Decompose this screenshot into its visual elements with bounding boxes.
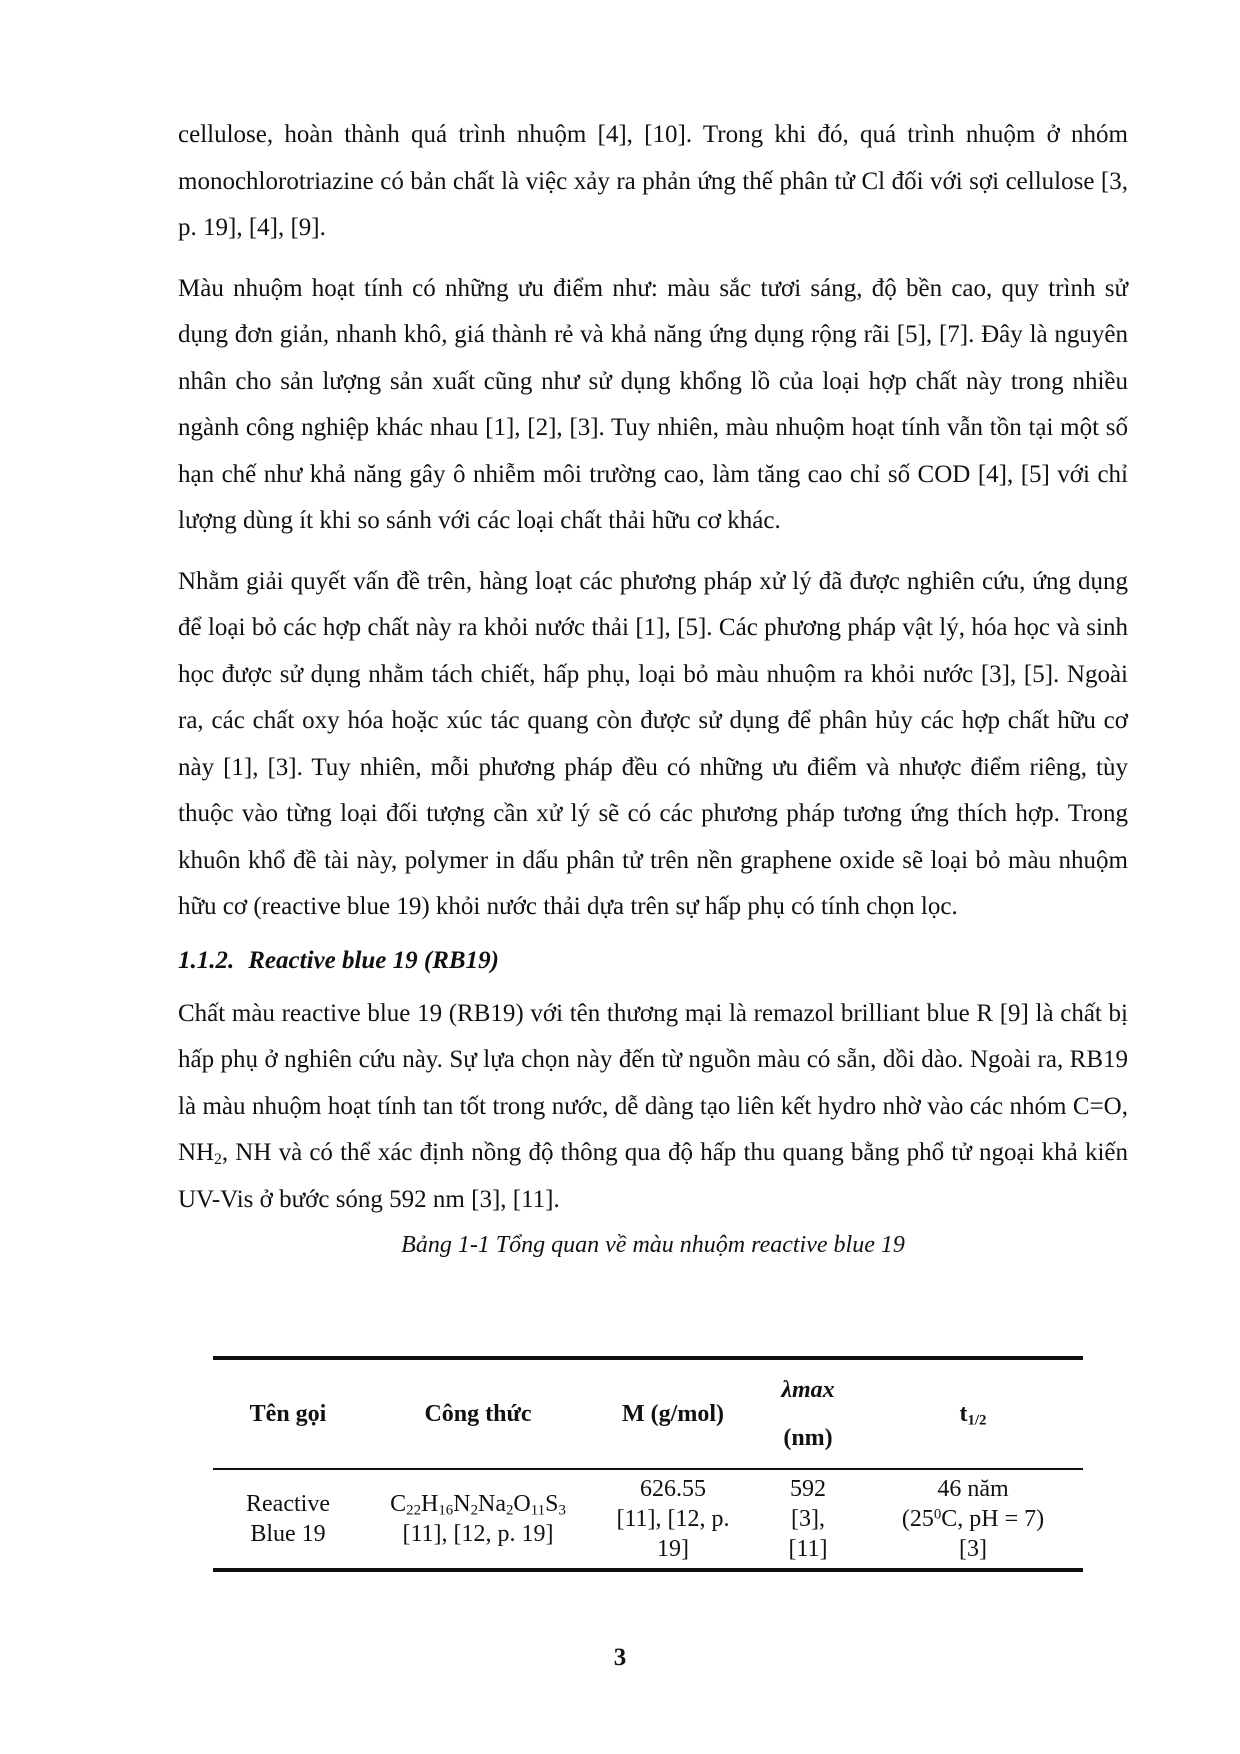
paragraph-4 [178, 991, 1128, 1224]
page-number: 3 [613, 1644, 627, 1671]
table-row [213, 1469, 1083, 1570]
half-life-cond-post: C, pH = 7) [941, 1506, 1045, 1532]
header-lambda [753, 1358, 863, 1469]
cell-name-line1: Reactive [246, 1491, 330, 1517]
page-body [178, 112, 1128, 1263]
rb19-summary-table [213, 1356, 1083, 1572]
cell-mass [593, 1469, 753, 1570]
formula-element: N [453, 1491, 471, 1517]
mass-reference-line1: [11], [12, p. [616, 1506, 730, 1532]
header-lambda-unit: (nm) [783, 1425, 833, 1451]
lambda-reference-2: [11] [788, 1536, 828, 1562]
formula-element: O [513, 1491, 531, 1517]
formula-count: 11 [530, 1502, 546, 1519]
mass-value: 626.55 [640, 1476, 706, 1502]
paragraph-2: Màu nhuộm hoạt tính có những ưu điểm như: màu sắc tươi sáng, độ bền cao, quy trình sử dụng đơn giản, nhanh khô, giá thành rẻ và khả năng ứng dụng rộng rãi [5], [7]. Đây là nguyên nhân cho sản lượng sản xuất cũng như sử dụng khổng lồ của loại hợp chất này trong nhiều ngành công nghiệp khác nhau [1], [2], [3]. Tuy nhiên, màu nhuộm hoạt tính vẫn tồn tại một số hạn chế như khả năng gây ô nhiễm môi trường cao, làm tăng cao chỉ số COD [4], [5] với chỉ lượng dùng ít khi so sánh với các loại chất thải hữu cơ khác. [178, 274, 1128, 534]
cell-formula [363, 1469, 593, 1570]
paragraph-4-text-b: , NH và có thể xác định nồng độ thông qua độ hấp thu quang bằng phổ tử ngoại khả kiến UV-Vis ở bước sóng 592 nm [3], [11]. [178, 1139, 1128, 1213]
half-life-conditions [867, 1504, 1079, 1534]
mass-reference-line2: 19] [657, 1536, 689, 1562]
lambda-reference-1: [3], [791, 1506, 825, 1532]
table-caption: Bảng 1-1 Tổng quan về màu nhuộm reactive blue 19 [401, 1232, 905, 1258]
cell-half-life [863, 1469, 1083, 1570]
half-life-reference: [3] [959, 1536, 987, 1562]
paragraph-1: cellulose, hoàn thành quá trình nhuộm [4], [10]. Trong khi đó, quá trình nhuộm ở nhóm monochlorotriazine có bản chất là việc xảy ra phản ứng thế phân tử Cl đối với sợi cellulose [3, p. 19], [4], [9]. [178, 121, 1128, 241]
formula-element: H [421, 1491, 439, 1517]
header-formula: Công thức [424, 1400, 532, 1427]
chemical-formula [367, 1489, 589, 1519]
section-title: Reactive blue 19 (RB19) [248, 946, 499, 974]
degree-superscript: 0 [933, 1506, 942, 1523]
cell-name-line2: Blue 19 [250, 1521, 326, 1547]
header-half-life [863, 1358, 1083, 1469]
formula-count: 22 [406, 1502, 421, 1519]
header-half-life-main: t [959, 1400, 968, 1427]
formula-element: C [390, 1491, 407, 1517]
formula-count: 2 [470, 1502, 478, 1519]
section-heading [178, 941, 1128, 981]
formula-element: S [545, 1491, 559, 1517]
paragraph-4-text-a: Chất màu reactive blue 19 (RB19) với tên thương mại là remazol brilliant blue R [9] là chất bị hấp phụ ở nghiên cứu này. Sự lựa chọn này đến từ nguồn màu có sẵn, dồi dào. Ngoài ra, RB19 là màu nhuộm hoạt tính tan tốt trong nước, dễ dàng tạo liên kết hydro nhờ vào các nhóm C=O, NH [178, 999, 1128, 1166]
half-life-value: 46 năm [937, 1476, 1009, 1502]
formula-element: Na [478, 1491, 506, 1517]
paragraph-3: Nhằm giải quyết vấn đề trên, hàng loạt các phương pháp xử lý đã được nghiên cứu, ứng dụng để loại bỏ các hợp chất này ra khỏi nước thải [1], [5]. Các phương pháp vật lý, hóa học và sinh học được sử dụng nhằm tách chiết, hấp phụ, loại bỏ màu nhuộm ra khỏi nước [3], [5]. Ngoài ra, các chất oxy hóa hoặc xúc tác quang còn được sử dụng để phân hủy các hợp chất hữu cơ này [1], [3]. Tuy nhiên, mỗi phương pháp đều có những ưu điểm và nhược điểm riêng, tùy thuộc vào từng loại đối tượng cần xử lý sẽ có các phương pháp tương ứng thích hợp. Trong khuôn khổ đề tài này, polymer in dấu phân tử trên nền graphene oxide sẽ loại bỏ màu nhuộm hữu cơ (reactive blue 19) khỏi nước thải dựa trên sự hấp phụ có tính chọn lọc. [178, 567, 1128, 920]
formula-count: 16 [438, 1502, 454, 1519]
table-header-row [213, 1358, 1083, 1469]
half-life-cond-pre: (25 [901, 1506, 934, 1532]
header-half-life-sub: 1/2 [967, 1412, 987, 1429]
cell-name [213, 1469, 363, 1570]
lambda-value: 592 [790, 1476, 826, 1502]
cell-lambda [753, 1469, 863, 1570]
section-number: 1.1.2. [178, 946, 235, 974]
header-name: Tên gọi [249, 1400, 327, 1427]
paragraph-4-subscript: 2 [214, 1150, 222, 1168]
formula-count: 3 [558, 1502, 566, 1519]
header-mass: M (g/mol) [622, 1400, 724, 1427]
formula-reference: [11], [12, p. 19] [402, 1521, 554, 1547]
header-lambda-symbol: λmax [781, 1377, 835, 1403]
formula-count: 2 [505, 1502, 514, 1519]
